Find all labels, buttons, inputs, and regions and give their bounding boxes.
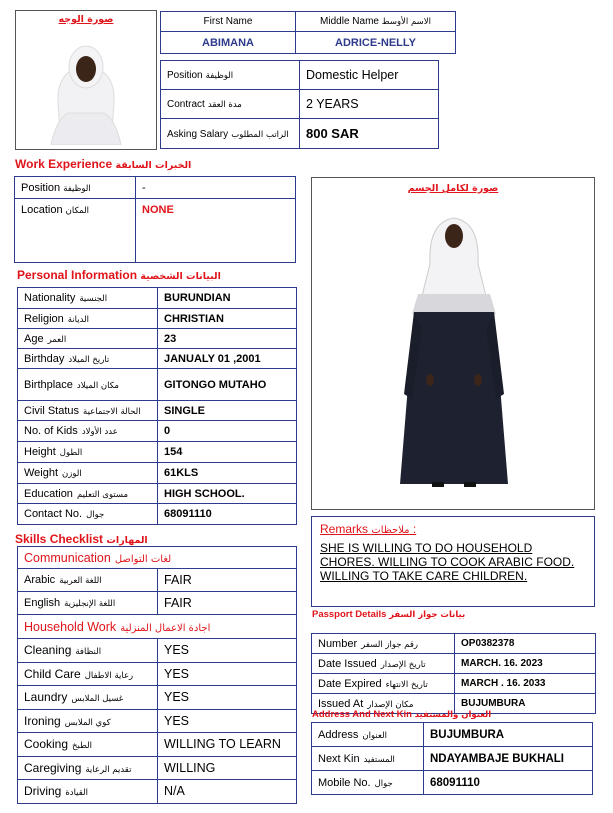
- household-row-label: Driving القيادة: [18, 780, 158, 804]
- address-row-label: Next Kin المستفيد: [312, 747, 424, 771]
- work-experience-title: Work Experience الخبرات السابقة: [15, 157, 192, 171]
- skills-title: Skills Checklist المهارات: [15, 532, 148, 546]
- household-row-label: Child Care رعاية الاطفال: [18, 662, 158, 686]
- personal-info-title: Personal Information البيانات الشخصية: [17, 268, 221, 282]
- address-row: [312, 747, 593, 771]
- skills-table: [17, 546, 297, 804]
- personal-row: [18, 309, 297, 329]
- personal-row: [18, 504, 297, 525]
- communication-header: Communication لغات التواصل: [18, 547, 297, 569]
- we-location-value: NONE: [136, 199, 296, 263]
- contract-value: 2 YEARS: [300, 90, 439, 119]
- household-row-value: WILLING TO LEARN: [158, 733, 297, 757]
- salary-value: 800 SAR: [300, 119, 439, 149]
- personal-row-label: Weight الوزن: [18, 463, 158, 484]
- address-row: [312, 723, 593, 747]
- we-location-label: Location المكان: [15, 199, 136, 263]
- position-value: Domestic Helper: [300, 61, 439, 90]
- personal-row-value: 154: [158, 442, 297, 463]
- personal-row-label: Height الطول: [18, 442, 158, 463]
- household-row-value: YES: [158, 639, 297, 663]
- address-table: [311, 722, 593, 795]
- language-row-value: FAIR: [158, 569, 297, 592]
- passport-row: [312, 634, 596, 654]
- household-row: [18, 686, 297, 710]
- personal-row-label: Birthplace مكان الميلاد: [18, 369, 158, 401]
- household-row-value: N/A: [158, 780, 297, 804]
- personal-row-label: Education مستوى التعليم: [18, 484, 158, 504]
- body-photo-caption: صورة لكامل الجسم: [407, 183, 499, 194]
- personal-row-value: 0: [158, 421, 297, 442]
- household-row-value: YES: [158, 709, 297, 733]
- personal-row: [18, 484, 297, 504]
- passport-row-label: Date Expired تاريخ الانتهاء: [312, 674, 455, 694]
- household-row: [18, 709, 297, 733]
- face-photo-frame: [15, 10, 157, 150]
- passport-row-label: Issued At مكان الإصدار: [312, 694, 455, 714]
- passport-table: [311, 633, 596, 714]
- personal-row-label: Age العمر: [18, 329, 158, 349]
- passport-row-label: Date Issued تاريخ الإصدار: [312, 654, 455, 674]
- first-name-label: First Name: [161, 12, 296, 32]
- household-header: Household Work اجادة الاعمال المنزلية: [18, 615, 297, 639]
- personal-row: [18, 369, 297, 401]
- household-row: [18, 639, 297, 663]
- personal-row-value: HIGH SCHOOL.: [158, 484, 297, 504]
- position-label: Position الوظيفة: [161, 61, 300, 90]
- face-photo: [16, 25, 156, 145]
- job-table: [160, 60, 439, 149]
- personal-row: [18, 288, 297, 309]
- passport-row-value: MARCH. 16. 2023: [455, 654, 596, 674]
- address-row-label: Address العنوان: [312, 723, 424, 747]
- address-row-value: NDAYAMBAJE BUKHALI: [424, 747, 593, 771]
- personal-row-value: CHRISTIAN: [158, 309, 297, 329]
- household-row-label: Cleaning النظافة: [18, 639, 158, 663]
- passport-row: [312, 674, 596, 694]
- passport-title: Passport Details بيانات جواز السفر: [312, 609, 466, 620]
- work-experience-table: [14, 176, 296, 263]
- remarks-text: SHE IS WILLING TO DO HOUSEHOLD CHORES. WILLING TO COOK ARABIC FOOD. WILLING TO TAKE CARE CHILDREN.: [320, 541, 575, 583]
- face-photo-caption: صورة الوجه: [58, 14, 114, 25]
- personal-row-label: No. of Kids عدد الأولاد: [18, 421, 158, 442]
- personal-row-label: Civil Status الحالة الاجتماعية: [18, 401, 158, 421]
- household-row-label: Cooking الطبخ: [18, 733, 158, 757]
- salary-label: Asking Salary الراتب المطلوب: [161, 119, 300, 149]
- personal-row: [18, 463, 297, 484]
- address-row-value: 68091110: [424, 771, 593, 795]
- address-row-label: Mobile No. جوال: [312, 771, 424, 795]
- language-row-label: Arabic اللغة العربية: [18, 569, 158, 592]
- personal-info-table: [17, 287, 297, 525]
- personal-row-value: SINGLE: [158, 401, 297, 421]
- middle-name-label: Middle Name الاسم الأوسط: [296, 12, 456, 32]
- we-position-label: Position الوظيفة: [15, 177, 136, 199]
- address-title: Address And Next Kin العنوان والمستفيد: [312, 709, 492, 720]
- household-row: [18, 733, 297, 757]
- passport-row: [312, 654, 596, 674]
- household-row-label: Laundry غسيل الملابس: [18, 686, 158, 710]
- personal-row: [18, 349, 297, 369]
- household-row-label: Caregiving تقديم الرعاية: [18, 756, 158, 780]
- personal-row: [18, 421, 297, 442]
- household-row: [18, 780, 297, 804]
- household-row: [18, 756, 297, 780]
- personal-row-value: 68091110: [158, 504, 297, 525]
- personal-row-value: JANUALY 01 ,2001: [158, 349, 297, 369]
- body-photo-frame: [311, 177, 595, 510]
- personal-row: [18, 442, 297, 463]
- language-row: [18, 569, 297, 592]
- household-row: [18, 662, 297, 686]
- remarks-box: [311, 516, 595, 607]
- address-row-value: BUJUMBURA: [424, 723, 593, 747]
- passport-row-value: BUJUMBURA: [455, 694, 596, 714]
- middle-name-value: ADRICE-NELLY: [296, 32, 456, 54]
- address-row: [312, 771, 593, 795]
- household-row-value: WILLING: [158, 756, 297, 780]
- passport-row-label: Number رقم جواز السفر: [312, 634, 455, 654]
- body-photo: [312, 194, 594, 494]
- personal-row-value: 23: [158, 329, 297, 349]
- passport-row-value: OP0382378: [455, 634, 596, 654]
- household-row-value: YES: [158, 662, 297, 686]
- personal-row-value: BURUNDIAN: [158, 288, 297, 309]
- personal-row: [18, 401, 297, 421]
- personal-row-label: Nationality الجنسية: [18, 288, 158, 309]
- personal-row-label: Birthday تاريخ الميلاد: [18, 349, 158, 369]
- name-table: [160, 11, 456, 54]
- personal-row-value: 61KLS: [158, 463, 297, 484]
- language-row-value: FAIR: [158, 592, 297, 615]
- personal-row-label: Religion الديانة: [18, 309, 158, 329]
- remarks-title: Remarks ملاحظات :: [320, 522, 417, 536]
- personal-row-value: GITONGO MUTAHO: [158, 369, 297, 401]
- we-position-value: -: [136, 177, 296, 199]
- language-row: [18, 592, 297, 615]
- language-row-label: English اللغة الإنجليزية: [18, 592, 158, 615]
- first-name-value: ABIMANA: [161, 32, 296, 54]
- contract-label: Contract مدة العقد: [161, 90, 300, 119]
- household-row-label: Ironing كوي الملابس: [18, 709, 158, 733]
- personal-row-label: Contact No. جوال: [18, 504, 158, 525]
- personal-row: [18, 329, 297, 349]
- passport-row-value: MARCH . 16. 2033: [455, 674, 596, 694]
- household-row-value: YES: [158, 686, 297, 710]
